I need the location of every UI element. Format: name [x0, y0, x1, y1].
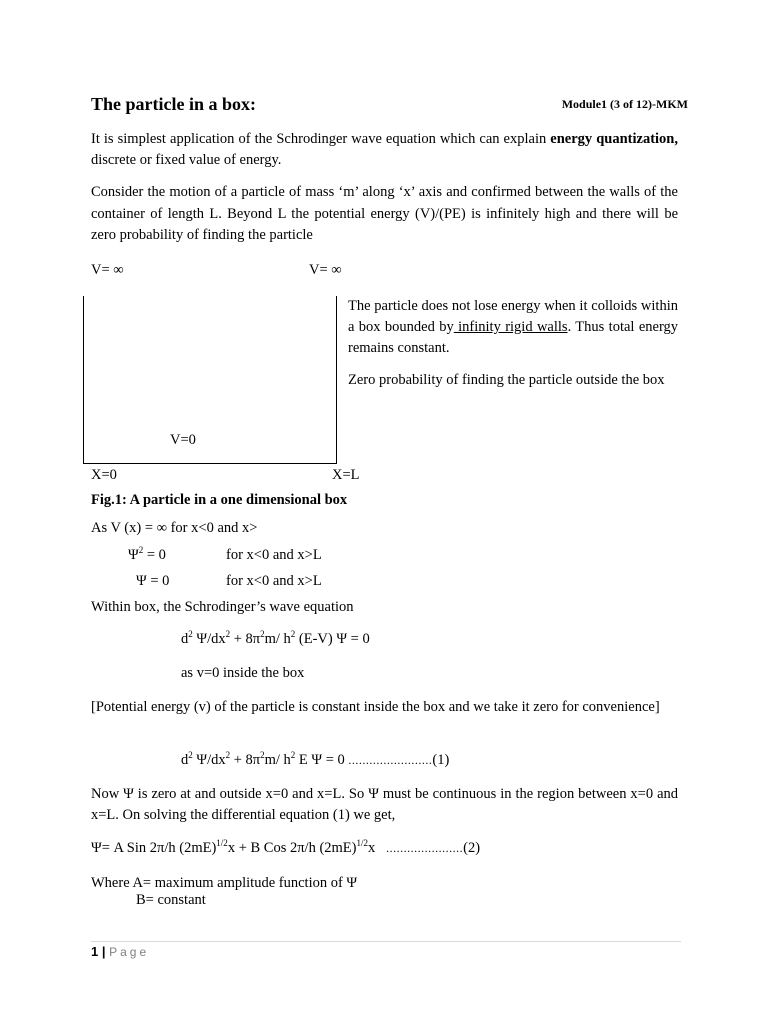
eq-sup: 2: [225, 629, 231, 640]
eq1-sup: 2: [290, 750, 296, 761]
intro-text-before: It is simplest application of the Schrodinger wave equation which can explain: [91, 131, 551, 147]
continuity-paragraph: Now Ψ is zero at and outside x=0 and x=L. So Ψ must be continuous in the region between x=0 and x=L. On solving the differential equation (1) we get,: [91, 786, 678, 823]
condition-line-1: As V (x) = ∞ for x<0 and x>: [91, 520, 258, 536]
page-word: Page: [109, 945, 150, 959]
intro-paragraph: [91, 129, 678, 171]
intro-bold: energy quantization,: [550, 131, 678, 147]
psi2-lhs: Ψ: [128, 547, 139, 563]
eq2-number: (2): [463, 840, 481, 856]
eq2-dots: ......................: [386, 841, 464, 855]
equation-1: [181, 750, 449, 771]
psi-condition: for x<0 and x>L: [226, 573, 322, 589]
eq1-sup: 2: [260, 750, 265, 761]
eq1-sup: 2: [188, 750, 193, 761]
eq1-tail: E Ψ = 0: [295, 752, 349, 768]
side-text-after: . Thus total energy remains constant.: [348, 319, 679, 356]
equation-2: [91, 838, 480, 859]
side-paragraph-1: [348, 296, 678, 359]
box-left-wall: [83, 296, 84, 464]
psi2-sup: 2: [138, 545, 144, 556]
psi-squared-condition: for x<0 and x>L: [226, 547, 322, 563]
psi2-eq: = 0: [143, 547, 166, 563]
eq1-dots: ........................: [348, 753, 433, 767]
v-inside-label: V=0: [170, 432, 196, 448]
page-title: The particle in a box:: [91, 94, 256, 114]
motion-paragraph: Consider the motion of a particle of mass ‘m’ along ‘x’ axis and confirmed between the walls of the container of length L. Beyond L the potential energy (V)/(PE) is infinitely high and there will be zero probability of finding the particle: [91, 184, 678, 243]
equation-main: [181, 629, 370, 650]
xl-label: X=L: [332, 467, 360, 483]
figure-caption: Fig.1: A particle in a one dimensional box: [91, 492, 348, 508]
page-footer: [91, 944, 149, 959]
eq-tail: (E-V) Ψ = 0: [295, 631, 370, 647]
eq1-d: d: [181, 752, 189, 768]
eq-d: d: [181, 631, 189, 647]
eq-plus: + 8π: [230, 631, 261, 647]
eq-sup: 2: [188, 629, 193, 640]
eq1-sup: 2: [225, 750, 231, 761]
module-label: Module1 (3 of 12)-MKM: [561, 97, 688, 111]
eq1-plus: + 8π: [230, 752, 261, 768]
box-right-wall: [336, 296, 337, 464]
where-b-text: B= constant: [136, 892, 206, 908]
eq2-part-c: x: [368, 840, 387, 856]
page-separator: |: [98, 944, 110, 959]
eq1-psi-dx: Ψ/dx: [192, 752, 226, 768]
psi-squared-eq: [128, 545, 166, 566]
psi-eq: Ψ = 0: [136, 573, 170, 589]
eq2-sup: 1/2: [216, 838, 228, 849]
as-v0-text: as v=0 inside the box: [181, 665, 305, 681]
side-paragraph-2: Zero probability of finding the particle outside the box: [348, 372, 665, 388]
intro-text-after: discrete or fixed value of energy.: [91, 152, 282, 168]
eq2-part-b: x + B Cos 2π/h (2mE): [227, 840, 357, 856]
eq2-sup: 1/2: [356, 838, 369, 849]
eq1-m-h: m/ h: [264, 752, 291, 768]
page-number: 1: [91, 944, 99, 959]
eq-psi-dx: Ψ/dx: [192, 631, 226, 647]
eq-sup: 2: [260, 629, 265, 640]
eq2-part-a: Ψ= A Sin 2π/h (2mE): [91, 840, 217, 856]
eq1-number: (1): [432, 752, 450, 768]
within-box-text: Within box, the Schrodinger’s wave equation: [91, 599, 354, 615]
side-text-underline: infinity rigid walls: [453, 319, 568, 335]
where-a-text: Where A= maximum amplitude function of Ψ: [91, 875, 358, 891]
side-text-before: The particle does not lose energy when it colloids within a box bounded by: [348, 298, 678, 335]
box-floor: [83, 463, 337, 464]
v-right-label: V= ∞: [309, 262, 342, 278]
x0-label: X=0: [91, 467, 117, 483]
eq-sup: 2: [290, 629, 296, 640]
footer-divider: [91, 941, 681, 942]
v-left-label: V= ∞: [91, 262, 124, 278]
potential-note: [Potential energy (v) of the particle is constant inside the box and we take it zero for convenience]: [91, 699, 660, 715]
eq-m-h: m/ h: [264, 631, 291, 647]
